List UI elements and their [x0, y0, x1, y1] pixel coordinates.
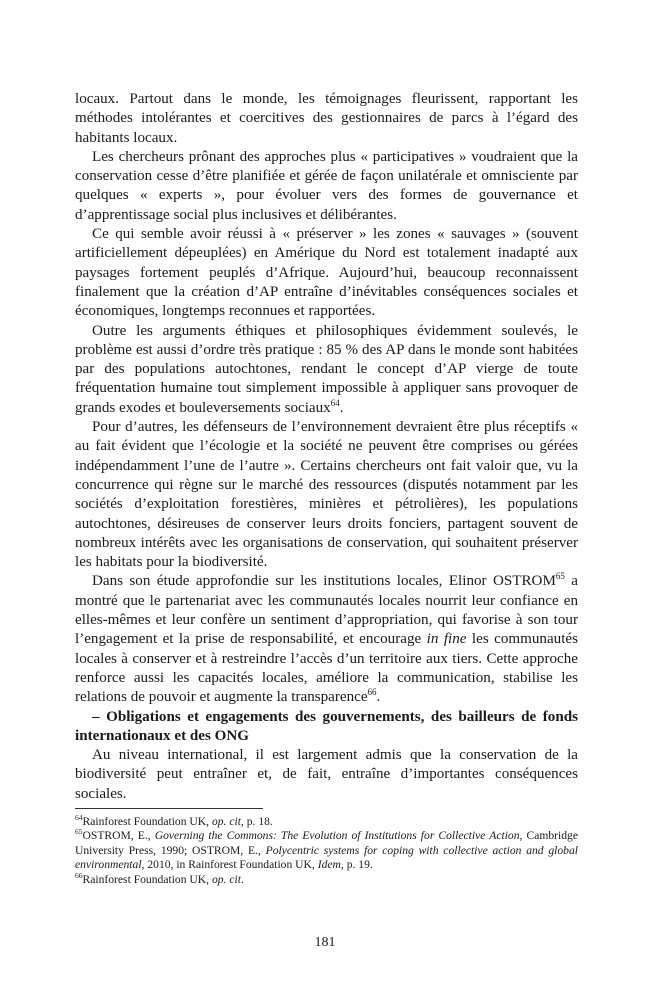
footnote-65-italic-3: Idem — [317, 858, 341, 872]
footnote-ref-64[interactable]: 64 — [330, 397, 340, 408]
footnote-66-end: . — [240, 872, 244, 886]
footnote-64-end: p. 18. — [243, 815, 273, 828]
paragraph-6 — [75, 572, 578, 707]
paragraph-6-end: . — [376, 689, 381, 706]
footnote-64 — [75, 815, 578, 829]
footnote-64-italic: op. cit, — [211, 815, 244, 828]
footnote-65-end: , p. 19. — [340, 858, 373, 872]
paragraph-4 — [75, 322, 578, 418]
footnote-66-text: Rainforest Foundation UK, — [82, 872, 212, 886]
paragraph-4-text: Outre les arguments éthiques et philosophiques évidemment soulevés, le problème est aussi d’ordre très pratique : 85 % des AP dans le monde sont habitées par des populations autochtones, rendant le concept d’AP vierge de toute fréquentation humaine tout simplement impossible à appliquer sans provoquer de grands exodes et bouleversements sociaux — [75, 322, 578, 416]
paragraph-6-italic: in fine — [426, 631, 467, 648]
paragraph-6-text-c: les communautés locales à conserver et à restreindre l’accès d’un territoire aux tiers. Cette approche renforce aussi les capacités locales, améliore la communication, stabilise les relations de pouvoir et augmente la transparence — [75, 631, 578, 706]
paragraph-6-text-b: a montré que le partenariat avec les communautés locales nourrit leur confiance en elles-mêmes et leur confère un sentiment d’appropriation, qui favorise à son tour l’engagement et la prise de responsabilité, et encourage — [75, 573, 578, 648]
footnote-66 — [75, 870, 578, 887]
footnote-65-number: 65 — [75, 827, 83, 837]
paragraph-5: Pour d’autres, les défenseurs de l’environnement devraient être plus réceptifs « au fait évident que l’écologie et la société ne peuvent être comprises ou gérées indépendamment l’une de l’autre ». Certains chercheurs ont fait valoir que, vu la concurrence qui règne sur le marché des ressources (disputés notamment par les sociétés d’exploitation forestières, minières et pétrolières), les populations autochtones, désireuses de conserver leurs droits fonciers, partagent souvent de nombreux intérêts avec les organisations de conservation, qui souhaitent préserver les habitats pour la biodiversité. — [75, 419, 578, 571]
paragraph-7: Au niveau international, il est largement admis que la conservation de la biodiversité peut entraîner et, de fait, entraîne d’importantes conséquences sociales. — [75, 747, 578, 802]
footnote-64-number: 64 — [75, 813, 83, 823]
footnote-65 — [75, 829, 578, 872]
footnote-65-mid-2: , 2010, in Rainforest Foundation UK, — [141, 858, 318, 872]
paragraph-2: Les chercheurs prônant des approches plus « participatives » voudraient que la conservation cesse d’être planifiée et gérée de façon unilatérale et omnisciente par quelques « experts », pour évoluer vers des formes de gouvernance et d’apprentissage social plus inclusives et délibérantes. — [75, 148, 578, 223]
footnote-66-italic: op. cit — [211, 872, 241, 886]
footnote-66-number: 66 — [75, 870, 83, 880]
footnote-65-mid: , Cambridge University Press, 1990; OSTROM, E., — [75, 829, 578, 857]
paragraph-6-text-a: Dans son étude approfondie sur les institutions locales, Elinor OSTROM — [92, 573, 556, 590]
footnote-65-italic-2: Polycentric systems for coping with collective action and global environmental — [75, 843, 578, 872]
footnote-divider — [75, 808, 263, 809]
main-text — [75, 90, 578, 804]
footnote-64-text: Rainforest Foundation UK, — [82, 815, 212, 828]
paragraph-4-end: . — [339, 399, 344, 416]
paragraph-1: locaux. Partout dans le monde, les témoignages fleurissent, rapportant les méthodes intolérantes et coercitives des gestionnaires de parcs à l’égard des habitants locaux. — [75, 91, 578, 146]
footnote-ref-65[interactable]: 65 — [555, 571, 565, 582]
paragraph-3: Ce qui semble avoir réussi à « préserver » les zones « sauvages » (souvent artificiellement dépeuplées) en Amérique du Nord est totalement inadapté aux paysages fortement peuplés d’Afrique. Aujourd’hui, beaucoup reconnaissent finalement que la création d’AP entraîne d’inévitables conséquences sociales et économiques, longtemps reconnues et rapportées. — [75, 226, 578, 320]
page-number: 181 — [314, 935, 336, 950]
footnote-ref-66[interactable]: 66 — [367, 687, 377, 698]
footnote-65-text: OSTROM, E., — [82, 829, 155, 843]
footnotes — [75, 815, 578, 887]
footnote-65-italic-1: Governing the Commons: The Evolution of Institutions for Collective Action — [154, 829, 520, 843]
section-heading: – Obligations et engagements des gouvernements, des bailleurs de fonds internationaux et des ONG — [75, 708, 578, 744]
